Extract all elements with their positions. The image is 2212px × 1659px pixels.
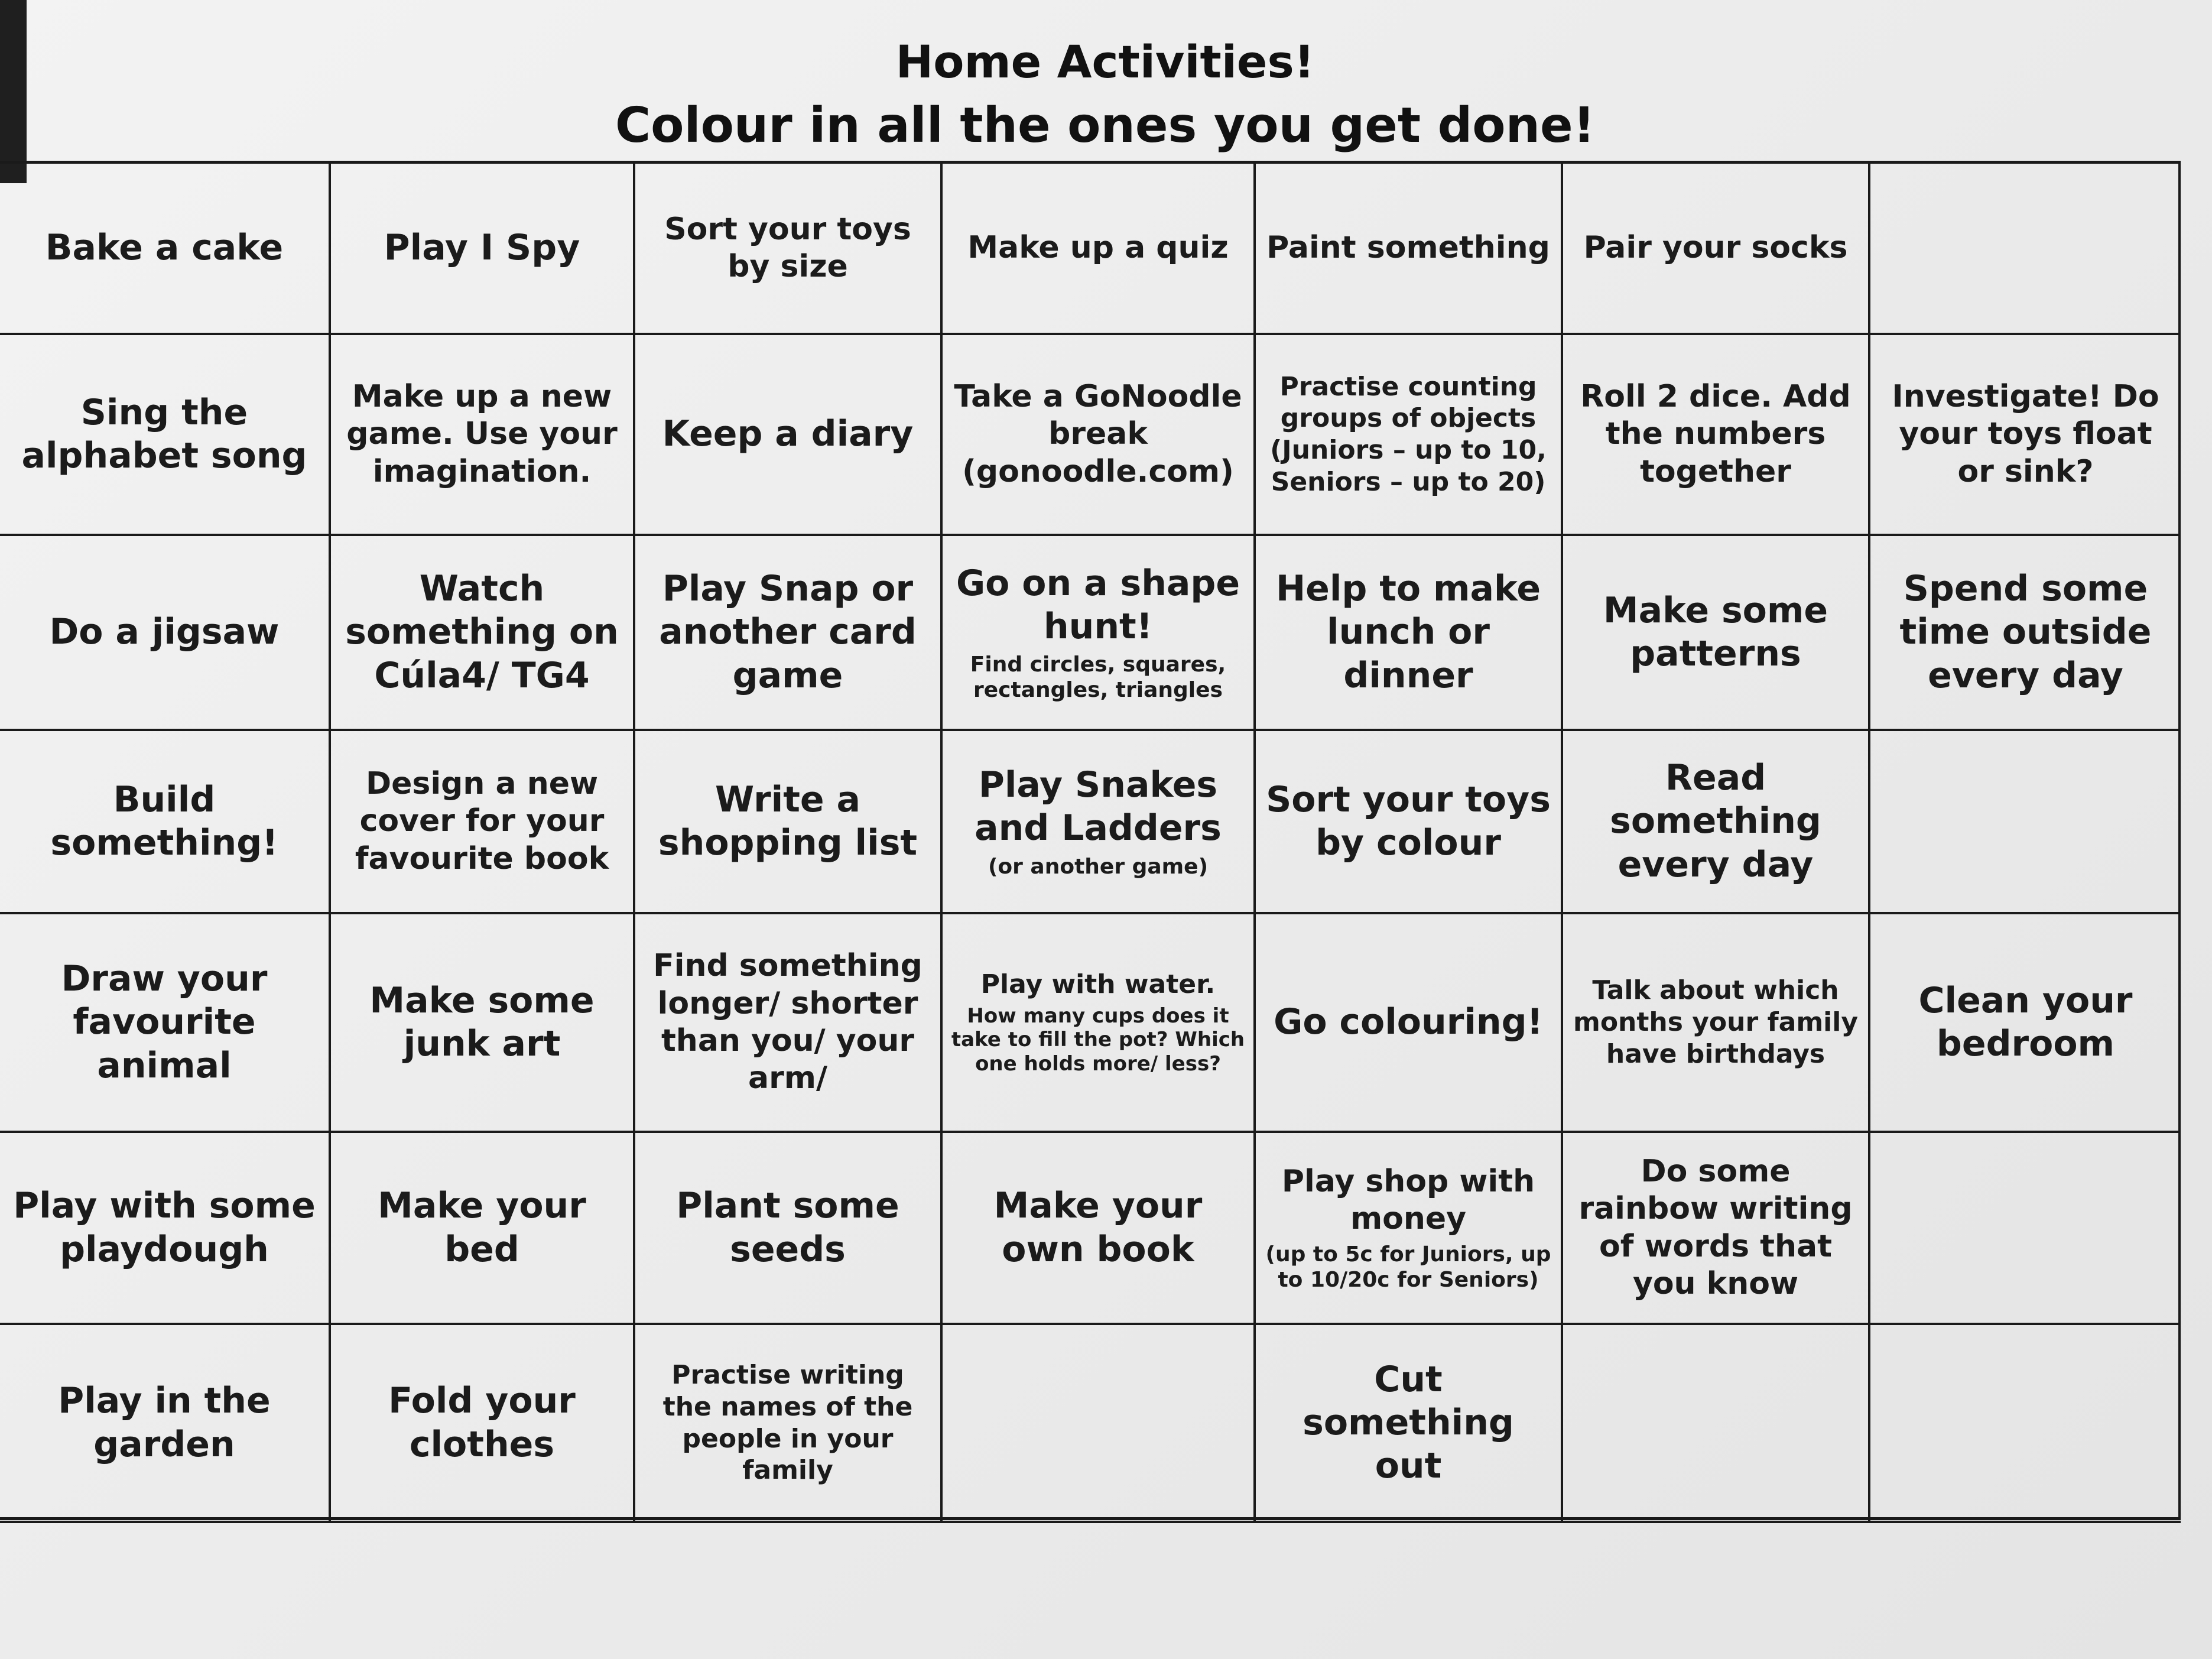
activity-text: Take a GoNoodle break (gonoodle.com) [954,378,1242,489]
activity-subtext: Find circles, squares, rectangles, triangles [970,652,1226,703]
activity-text: Find something longer/ shorter than you/ your arm/ [653,948,923,1096]
activity-cell[interactable] [0,914,331,1133]
activity-cell[interactable] [0,731,331,914]
activity-cell[interactable] [1563,335,1870,536]
activity-cell-empty[interactable] [1870,164,2181,335]
activity-cell[interactable] [635,335,943,536]
activity-cell-empty[interactable] [943,1325,1256,1523]
activity-cell[interactable] [1256,536,1563,731]
activity-cell[interactable] [635,914,943,1133]
activity-cell[interactable] [1870,536,2181,731]
activity-text: Make your own book [993,1185,1203,1270]
activity-text: Read something every day [1610,757,1821,885]
activity-text: Sing the alphabet song [21,391,307,476]
activity-text: Design a new cover for your favourite book [355,765,609,876]
activity-text: Sort your toys by size [664,211,911,284]
activity-text: Play with water. [980,969,1216,999]
activity-cell-empty[interactable] [1563,1325,1870,1523]
activity-cell[interactable] [1256,335,1563,536]
activity-cell[interactable] [943,1133,1256,1325]
activity-text: Make some patterns [1603,589,1828,674]
activity-text: Make your bed [378,1185,586,1270]
activity-cell[interactable] [331,1133,635,1325]
activity-text: Practise counting groups of objects (Juniors – up to 10, Seniors – up to 20) [1270,371,1547,497]
activity-text: Pair your socks [1583,230,1848,266]
activity-cell[interactable] [331,1325,635,1523]
activity-cell[interactable] [331,731,635,914]
activity-cell[interactable] [1256,731,1563,914]
activity-cell[interactable] [1256,914,1563,1133]
activity-cell[interactable] [1256,1133,1563,1325]
activity-cell[interactable] [1256,1325,1563,1523]
activity-cell[interactable] [331,914,635,1133]
activity-cell-empty[interactable] [1870,1133,2181,1325]
activity-text: Investigate! Do your toys float or sink? [1892,378,2159,489]
activity-text: Practise writing the names of the people in your family [662,1360,913,1486]
activity-subtext: (up to 5c for Juniors, up to 10/20c for Seniors) [1265,1242,1551,1292]
activity-text: Play Snap or another card game [659,568,917,696]
activity-text: Sort your toys by colour [1266,778,1551,863]
activity-cell[interactable] [1256,164,1563,335]
activity-subtext: (or another game) [988,854,1209,879]
activity-text: Go on a shape hunt! [956,562,1240,647]
activity-text: Help to make lunch or dinner [1275,568,1541,696]
activity-cell[interactable] [943,164,1256,335]
activity-cell[interactable] [0,164,331,335]
activity-cell[interactable] [943,335,1256,536]
activity-text: Cut something out [1302,1358,1514,1487]
activity-text: Fold your clothes [388,1380,576,1465]
activity-text: Draw your favourite animal [61,958,268,1086]
activity-cell[interactable] [635,164,943,335]
activity-text: Do a jigsaw [49,611,280,653]
activity-text: Make up a new game. Use your imagination. [346,378,618,489]
activity-text: Play shop with money [1281,1163,1535,1237]
activity-cell[interactable] [331,335,635,536]
activity-text: Plant some seeds [676,1185,899,1270]
activity-text: Clean your bedroom [1918,979,2133,1064]
activity-text: Play in the garden [58,1380,271,1465]
activity-text: Keep a diary [662,413,914,455]
activity-cell[interactable] [1870,335,2181,536]
activity-cell[interactable] [635,536,943,731]
activity-cell[interactable] [943,731,1256,914]
activity-cell[interactable] [943,536,1256,731]
activity-cell[interactable] [635,731,943,914]
activity-text: Spend some time outside every day [1899,568,2152,696]
activity-text: Paint something [1266,230,1550,266]
background-edge [0,0,27,183]
activity-subtext: How many cups does it take to fill the pot? Which one holds more/ less? [951,1004,1245,1076]
activity-cell[interactable] [1563,1133,1870,1325]
activity-cell[interactable] [1563,536,1870,731]
activity-text: Watch something on Cúla4/ TG4 [345,568,619,696]
activity-cell[interactable] [0,1133,331,1325]
activity-cell[interactable] [0,335,331,536]
activity-cell[interactable] [331,164,635,335]
activity-cell[interactable] [943,914,1256,1133]
activity-text: Bake a cake [45,227,284,269]
activity-text: Make up a quiz [967,230,1229,266]
activity-cell[interactable] [0,1325,331,1523]
activity-text: Play Snakes and Ladders [975,764,1222,849]
activity-cell[interactable] [1563,164,1870,335]
activity-text: Go colouring! [1274,1001,1543,1043]
activity-cell[interactable] [0,536,331,731]
activity-text: Do some rainbow writing of words that you know [1578,1153,1853,1301]
activity-cell[interactable] [331,536,635,731]
activity-text: Talk about which months your family have birthdays [1573,975,1859,1069]
activity-cell[interactable] [635,1133,943,1325]
activity-cell[interactable] [1870,914,2181,1133]
activity-text: Play I Spy [384,227,580,269]
activity-cell[interactable] [635,1325,943,1523]
activity-text: Make some junk art [369,979,595,1064]
worksheet-title: Home Activities! [895,35,1315,88]
worksheet-subtitle: Colour in all the ones you get done! [615,98,1596,154]
activity-text: Write a shopping list [658,778,918,863]
activity-text: Play with some playdough [13,1185,316,1270]
activity-cell-empty[interactable] [1870,731,2181,914]
activity-cell[interactable] [1563,914,1870,1133]
activity-grid [0,161,2181,1520]
activity-cell[interactable] [1563,731,1870,914]
activity-text: Roll 2 dice. Add the numbers together [1580,378,1851,489]
activity-cell-empty[interactable] [1870,1325,2181,1523]
activity-text: Build something! [50,778,278,863]
